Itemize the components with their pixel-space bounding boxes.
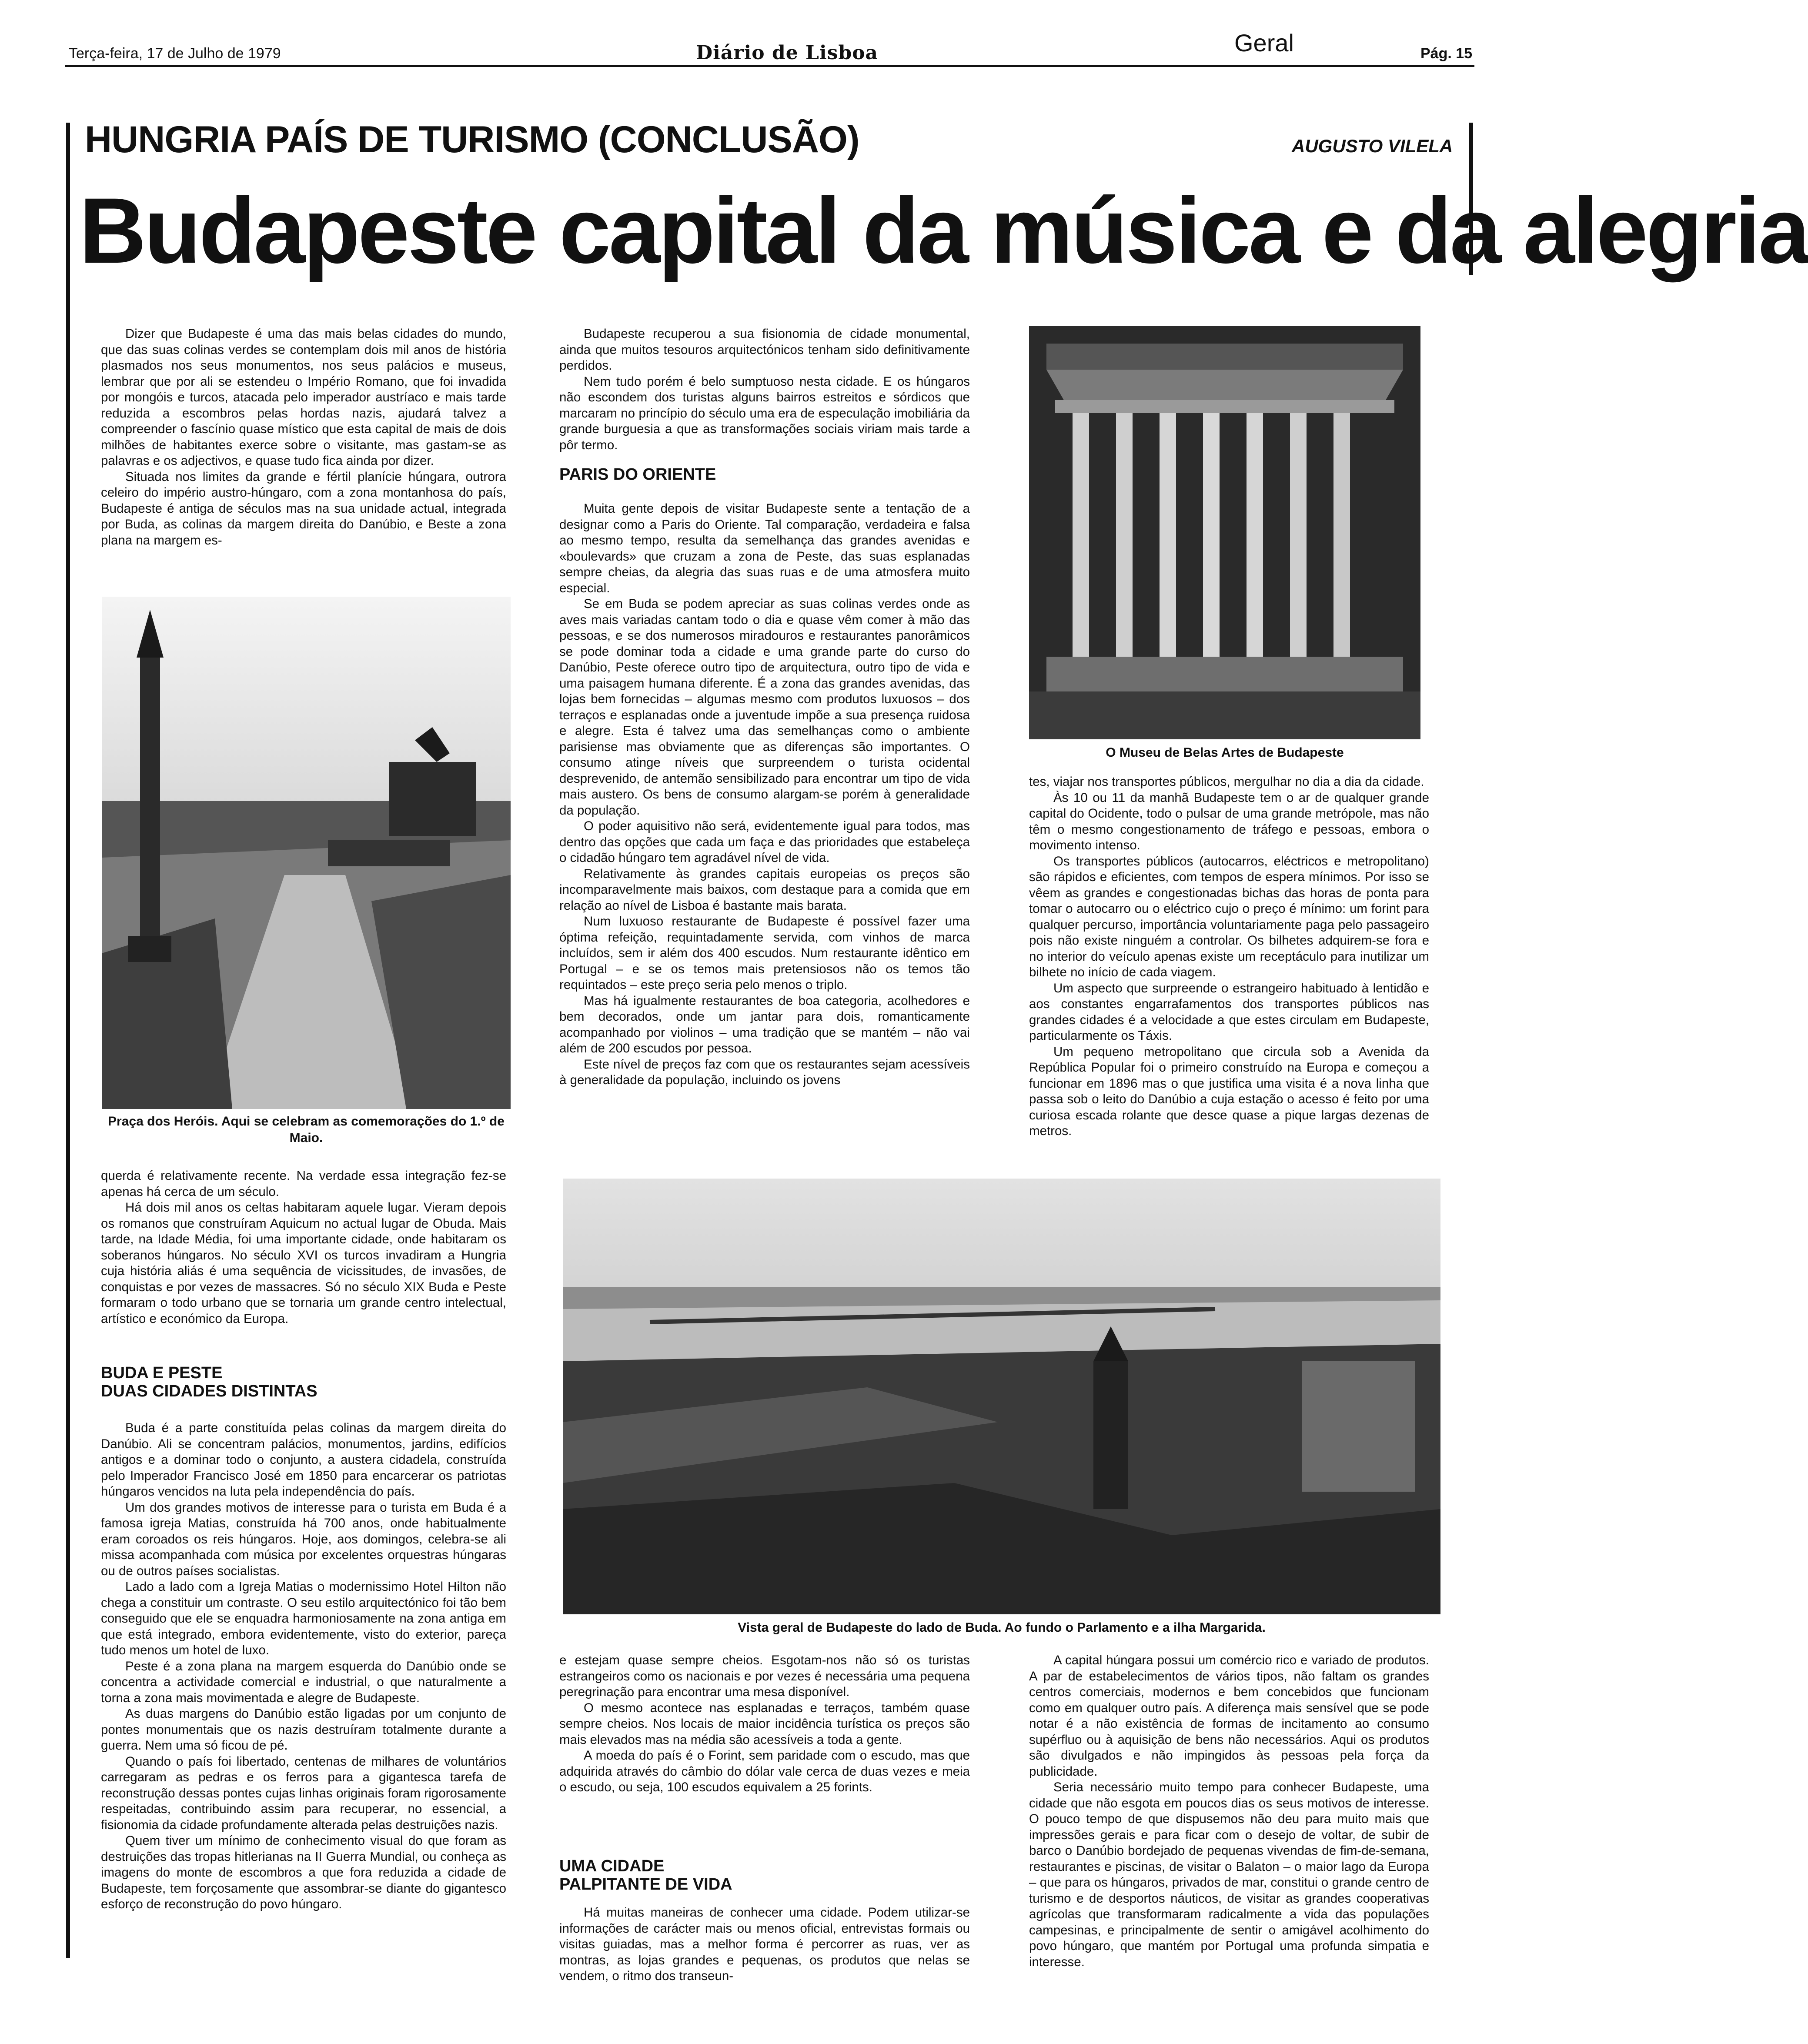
column-3-transportes (1029, 774, 1429, 1157)
paragraph: Se em Buda se podem apreciar as suas colinas verdes onde as aves mais variadas cantam todo o dia e quase vêm comer à mão das pessoas, e se dos numerosos miradouros e restaurantes panorâmicos se pode dominar toda a cidade e uma grande parte do curso do Danúbio, Peste oferece outro tipo de arquitectura, outro tipo de vida e uma paisagem humana diferente. É a zona das grandes avenidas, das lojas bem fornecidas – algumas mesmo com produtos luxuosos – dos terraços e esplanadas onde a juventude impõe a sua presença ruidosa e alegre. Esta é talvez uma das semelhanças como o ambiente parisiense mas obviamente que as diferenças são importantes. O consumo atinge níveis que surpreendem o turista ocidental desprevenido, de antemão sensibilizado para encontrar um tipo de vida mais austero. Os bens de consumo alargam-se porém à generalidade da população. (559, 597, 970, 818)
masthead-rule (65, 65, 1474, 67)
page-number: Pág. 15 (1420, 45, 1473, 62)
paragraph: Muita gente depois de visitar Budapeste sente a tentação de a designar como a Paris do Oriente. Tal comparação, verdadeira e falsa ao mesmo tempo, resulta da semelhança das grandes avenidas e «boulevards» que cruzam a zona de Peste, das suas esplanadas sempre cheias, da alegria das suas ruas e de uma atmosfera muito especial. (559, 501, 970, 595)
paragraph: Num luxuoso restaurante de Budapeste é possível fazer uma óptima refeição, requintadamente servida, com vinhos de marca incluídos, sem ir além dos 400 escudos. Num restaurante idêntico em Portugal – e se os temos mais pretensiosos não os temos tão requintados – este preço seria pelo menos o triplo. (559, 914, 970, 992)
paragraph: Um aspecto que surpreende o estrangeiro habituado à lentidão e aos constantes engarrafamentos dos transportes públicos nas grandes cidades é a velocidade a que estes circulam em Budapeste, particularmente os Táxis. (1029, 981, 1429, 1043)
paragraph: Quando o país foi libertado, centenas de milhares de voluntários carregaram as pedras e os ferros para a gigantesca tarefa de reconstrução dessas pontes cujas linhas originais foram rigorosamente respeitadas, contribuindo assim para recuperar, no essencial, a fisionomia da cidade profundamente alterada pelas destruições nazis. (101, 1754, 506, 1832)
left-border-rule (66, 123, 70, 1958)
paragraph: Este nível de preços faz com que os restaurantes sejam acessíveis à generalidade da população, incluindo os jovens (559, 1057, 970, 1087)
photo-caption-panorama: Vista geral de Budapeste do lado de Buda. Ao fundo o Parlamento e a ilha Margarida. (738, 1620, 1266, 1635)
column-2-uma-cidade (559, 1905, 970, 2009)
paragraph: O poder aquisitivo não será, evidentemente igual para todos, mas dentro das opções que cada um faça e das prioridades que estabeleça o cidadão húngaro tem agradável nível de vida. (559, 819, 970, 865)
budapest-panorama-photo (563, 1179, 1440, 1614)
column-2-esplanadas (559, 1653, 970, 1844)
paragraph: Nem tudo porém é belo sumptuoso nesta cidade. E os húngaros não escondem dos turistas alguns bairros estreitos e sórdicos que marcaram no princípio do século uma era de especulação imobiliária da grande burguesia a que as transformações sociais viriam mais tarde a pôr termo. (559, 374, 970, 452)
column-1-buda-peste (101, 1420, 506, 1912)
subheading-buda-e-peste (101, 1364, 506, 1400)
photo-caption-fine-arts-museum: O Museu de Belas Artes de Budapeste (1106, 745, 1344, 760)
section-name: Geral (1234, 29, 1294, 57)
paragraph: querda é relativamente recente. Na verdade essa integração fez-se apenas há cerca de um século. (101, 1169, 506, 1199)
subheading-line: DUAS CIDADES DISTINTAS (101, 1382, 317, 1400)
paragraph: Budapeste recuperou a sua fisionomia de cidade monumental, ainda que muitos tesouros arquitectónicos tenham sido definitivamente perdidos. (559, 327, 970, 373)
column-3-comercio (1029, 1653, 1429, 2014)
column-2-intro (559, 326, 970, 453)
paragraph: Buda é a parte constituída pelas colinas da margem direita do Danúbio. Ali se concentram palácios, monumentos, jardins, edifícios antigos e a dominar todo o conjunto, a austera cidadela, construída pelo Imperador Francisco José em 1850 para encarcerar os patriotas húngaros vencidos na luta pela independência do país. (101, 1421, 506, 1499)
subheading-line: PALPITANTE DE VIDA (559, 1875, 732, 1894)
fine-arts-museum-photo (1029, 326, 1420, 739)
paragraph: As duas margens do Danúbio estão ligadas por um conjunto de pontes monumentais que os nazis destruíram totalmente durante a guerra. Nem uma só ficou de pé. (101, 1707, 506, 1753)
article-headline: Budapeste capital da música e da alegria (79, 179, 1808, 283)
paragraph: Situada nos limites da grande e fértil planície húngara, outrora celeiro do império austro-húngaro, com a zona montanhosa do país, Budapeste é antiga de séculos mas na sua unidade actual, integrada por Buda, as colinas da margem direita do Danúbio, e Beste a zona plana na margem es- (101, 469, 506, 548)
paragraph: e estejam quase sempre cheios. Esgotam-nos não só os turistas estrangeiros como os nacionais e por vezes é necessária uma pequena peregrinação para encontrar uma mesa disponível. (559, 1653, 970, 1699)
paragraph: Peste é a zona plana na margem esquerda do Danúbio onde se concentra a actividade comercial e industrial, o que naturalmente a torna a zona mais movimentada e alegre de Budapeste. (101, 1659, 506, 1705)
paragraph: A capital húngara possui um comércio rico e variado de produtos. A par de estabelecimentos de vários tipos, não faltam os grandes centros comerciais, modernos e bem concebidos que funcionam como em qualquer outro país. A diferença mais sensível que se pode notar é a não existência de formas de incitamento ao consumo supérfluo ou à aquisição de bens não necessários. Aqui os produtos são divulgados e não impingidos às pessoas pela força da publicidade. (1029, 1653, 1429, 1779)
column-2-paris-do-oriente (559, 501, 970, 1153)
paragraph: Os transportes públicos (autocarros, eléctricos e metropolitano) são rápidos e eficientes, com tempos de espera mínimos. Por isso se vêem as grandes e congestionadas bichas das horas de ponta para tomar o autocarro ou o eléctrico cujo o preço é mínimo: um forint para qualquer percurso, importância voluntariamente paga pelo passageiro pois não existe ninguém a controlar. Os bilhetes adquirem-se fora e no interior do veículo apenas existe um receptáculo para inutilizar um bilhete no início de cada viagem. (1029, 854, 1429, 979)
article-kicker: HUNGRIA PAÍS DE TURISMO (CONCLUSÃO) (85, 119, 859, 160)
publication-name: Diário de Lisboa (696, 42, 879, 64)
paragraph: Dizer que Budapeste é uma das mais belas cidades do mundo, que das suas colinas verdes se contemplam dois mil anos de história plasmados nos seus monumentos, nos seus palácios e museus, lembrar que por ali se estendeu o Império Romano, que foi invadida por mongóis e turcos, atacada pelo imperador austríaco e mais tarde reduzida a escombros pelas hordas nazis, ajudará talvez a compreender o fascínio quase místico que esta capital de mais de dois milhões de habitantes exerce sobre o visitante, mas gastam-se as palavras e os adjectivos, e quase tudo fica ainda por dizer. (101, 327, 506, 468)
paragraph: Um pequeno metropolitano que circula sob a Avenida da República Popular foi o primeiro construído na Europa e começou a funcionar em 1896 mas o que justifica uma visita é a nova linha que passa sob o leito do Danúbio a cuja estação o acesso é feito por uma curiosa escada rolante que desce quase a pique largas dezenas de metros. (1029, 1044, 1429, 1138)
paragraph: tes, viajar nos transportes públicos, mergulhar no dia a dia da cidade. (1029, 775, 1424, 789)
subheading-uma-cidade (559, 1857, 970, 1894)
subheading-paris-do-oriente: PARIS DO ORIENTE (559, 465, 716, 484)
paragraph: Quem tiver um mínimo de conhecimento visual do que foram as destruições das tropas hitlerianas na II Guerra Mundial, ou conheça as imagens do monte de escombros a que fora reduzida a cidade de Budapeste, tem forçosamente que assombrar-se diante do gigantesco esforço de reconstrução do povo húngaro. (101, 1834, 506, 1911)
paragraph: Há muitas maneiras de conhecer uma cidade. Podem utilizar-se informações de carácter mais ou menos oficial, entrevistas formais ou visitas guiadas, mas a melhor forma é percorrer as ruas, ver as montras, as lojas grandes e pequenas, os produtos que nelas se vendem, o ritmo dos transeun- (559, 1905, 970, 1983)
paragraph: Às 10 ou 11 da manhã Budapeste tem o ar de qualquer grande capital do Ocidente, todo o pulsar de uma grande metrópole, mas não têm o mesmo congestionamento de tráfego e pessoas, embora o movimento intenso. (1029, 790, 1429, 852)
paragraph: Seria necessário muito tempo para conhecer Budapeste, uma cidade que não esgota em poucos dias os seus motivos de interesse. O pouco tempo de que dispusemos não deu para muito mais que impressões gerais e para ficar com o desejo de voltar, de subir de barco o Danúbio bordejado de pequenas vivendas de fim-de-semana, restaurantes e piscinas, de visitar o Balaton – o maior lago da Europa – que para os húngaros, privados de mar, constitui o grande centro de turismo e de desportos náuticos, de visitar as grandes cooperativas agrícolas que transformaram radicalmente a vida das populações campesinas, e principalmente de sentir o amigável acolhimento do povo húngaro, que mantém por Portugal uma profunda simpatia e interesse. (1029, 1780, 1429, 1969)
paragraph: Há dois mil anos os celtas habitaram aquele lugar. Vieram depois os romanos que construíram Aquicum no actual lugar de Obuda. Mais tarde, na Idade Média, foi uma importante cidade, onde habitaram os soberanos húngaros. No século XVI os turcos invadiram a Hungria cuja história aliás é uma sequência de vicissitudes, de invasões, de conquistas e por vezes de massacres. Só no século XIX Buda e Peste formaram o todo urbano que se tornaria um grande centro intelectual, artístico e económico da Europa. (101, 1200, 506, 1326)
paragraph: A moeda do país é o Forint, sem paridade com o escudo, mas que adquirida através do câmbio do dólar vale cerca de duas vezes e meia o escudo, ou seja, 100 escudos equivalem a 25 forints. (559, 1748, 970, 1794)
photo-caption-heroes-square: Praça dos Heróis. Aqui se celebram as comemorações do 1.º de Maio. (108, 1114, 505, 1145)
paragraph: Relativamente às grandes capitais europeias os preços são incomparavelmente mais baixos, com destaque para a comida que em relação ao nível de Lisboa é bastante mais barata. (559, 866, 970, 913)
issue-date: Terça-feira, 17 de Julho de 1979 (69, 45, 281, 62)
subheading-line: UMA CIDADE (559, 1857, 665, 1875)
column-1-history (101, 1168, 506, 1326)
paragraph: O mesmo acontece nas esplanadas e terraços, também quase sempre cheios. Nos locais de maior incidência turística os preços são mais elevados mas na média são acessíveis a toda a gente. (559, 1700, 970, 1747)
paragraph: Um dos grandes motivos de interesse para o turista em Buda é a famosa igreja Matias, construída há 700 anos, onde habitualmente eram coroados os reis húngaros. Hoje, aos domingos, celebra-se ali missa acompanhada com música por excelentes orquestras húngaras ou de outros países socialistas. (101, 1500, 506, 1578)
paragraph: Mas há igualmente restaurantes de boa categoria, acolhedores e bem decorados, onde um jantar para dois, romanticamente acompanhado por violinos – uma tradição que se mantém – não vai além de 200 escudos por pessoa. (559, 993, 970, 1055)
paragraph: Lado a lado com a Igreja Matias o modernissimo Hotel Hilton não chega a constituir um contraste. O seu estilo arquitectónico foi tão bem conseguido que ele se enquadra harmoniosamente na zona antiga em que está integrado, embora evidentemente, visto do exterior, pareça tudo menos um hotel de luxo. (101, 1580, 506, 1657)
subheading-line: BUDA E PESTE (101, 1364, 223, 1382)
article-byline: AUGUSTO VILELA (1292, 136, 1453, 156)
heroes-square-photo (102, 597, 511, 1109)
column-1-intro (101, 326, 506, 561)
